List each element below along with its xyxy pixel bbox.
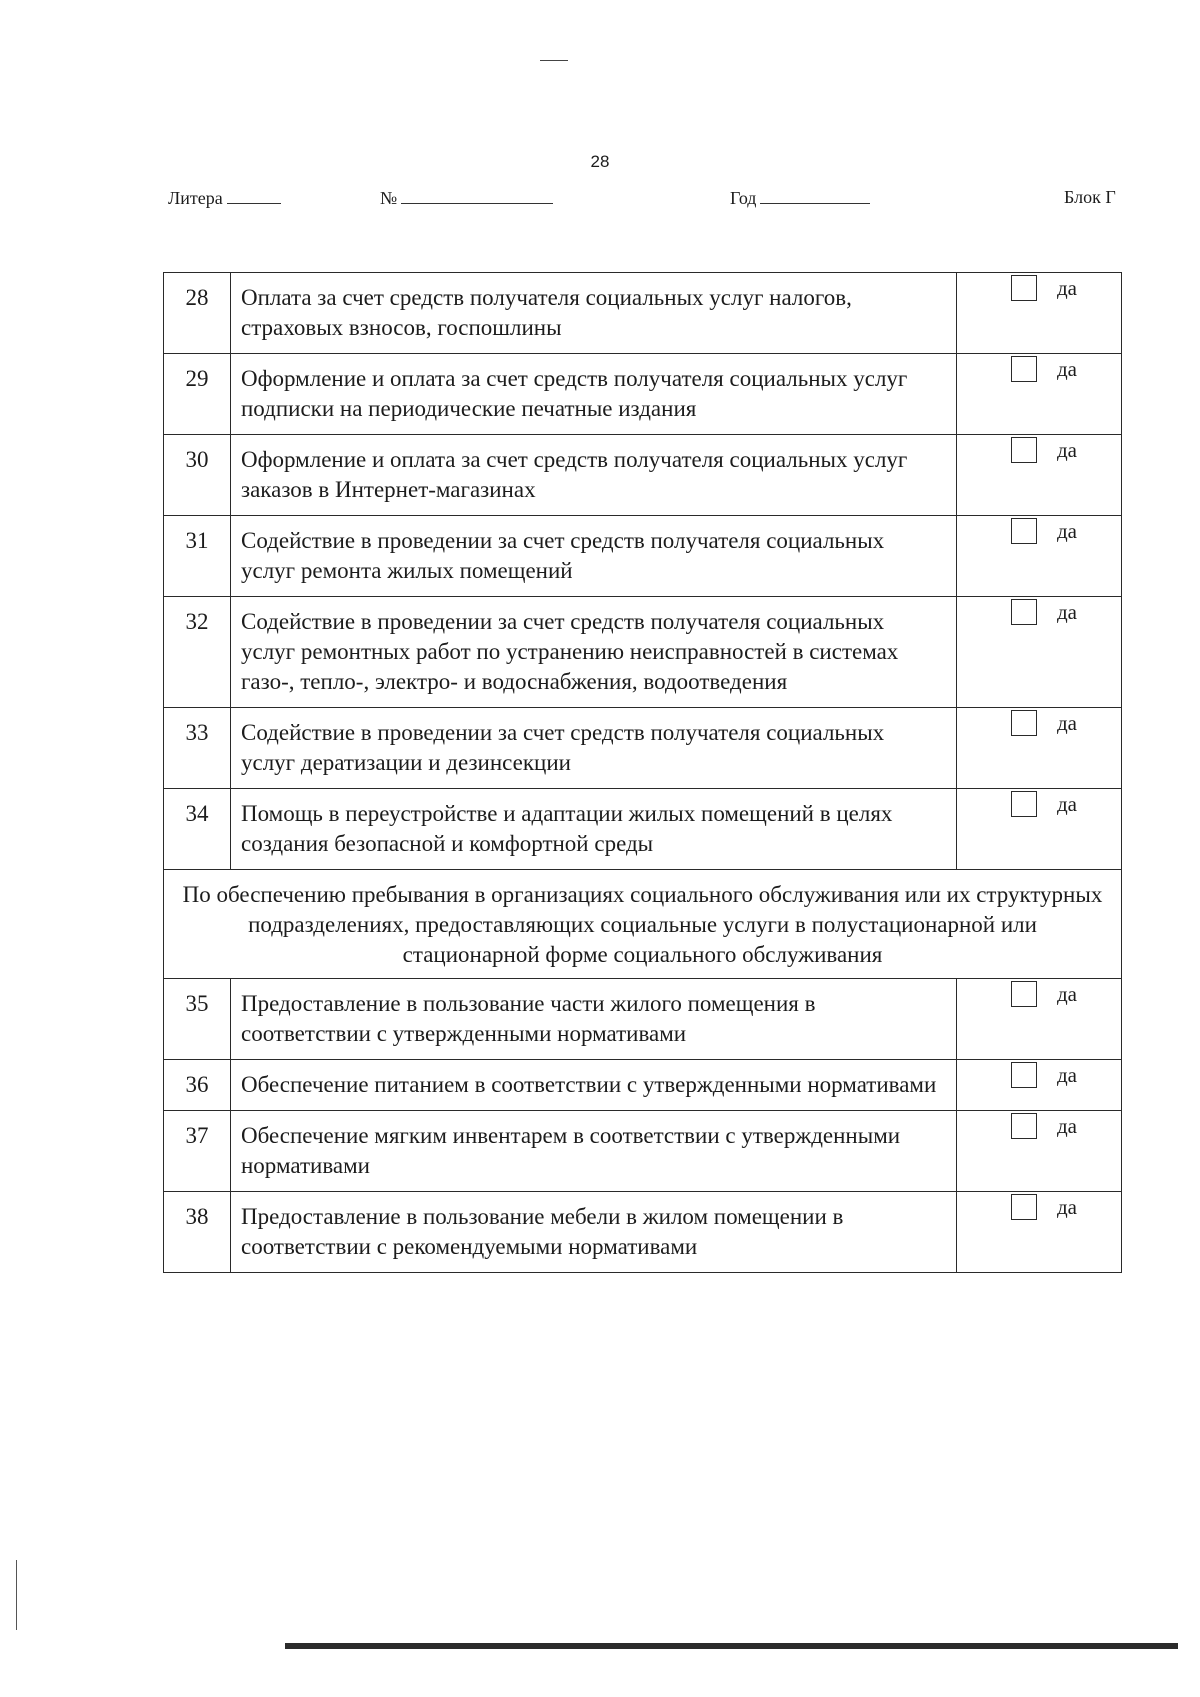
yes-checkbox[interactable]	[1011, 599, 1037, 625]
table-row	[164, 979, 1122, 1060]
number-label: №	[380, 188, 398, 208]
yes-checkbox[interactable]	[1011, 1113, 1037, 1139]
row-number: 31	[164, 516, 231, 597]
row-check-cell	[957, 516, 1122, 597]
row-check-cell	[957, 1192, 1122, 1273]
row-check-cell	[957, 1060, 1122, 1111]
row-number: 34	[164, 789, 231, 870]
table-row	[164, 516, 1122, 597]
row-number: 36	[164, 1060, 231, 1111]
year-field	[730, 187, 870, 209]
page-number: 28	[590, 152, 610, 171]
row-check-cell	[957, 435, 1122, 516]
row-service-text: Оплата за счет средств получателя социальных услуг налогов, страховых взносов, госпошлины	[231, 273, 957, 354]
row-check-cell	[957, 354, 1122, 435]
yes-label: да	[1056, 357, 1077, 381]
litera-field	[168, 187, 281, 209]
row-service-text: Обеспечение мягким инвентарем в соответствии с утвержденными нормативами	[231, 1111, 957, 1192]
table-row	[164, 597, 1122, 708]
row-check-cell	[957, 1111, 1122, 1192]
services-table	[163, 272, 1122, 1273]
yes-checkbox[interactable]	[1011, 981, 1037, 1007]
row-check-cell	[957, 979, 1122, 1060]
row-check-cell	[957, 597, 1122, 708]
yes-label: да	[1056, 276, 1077, 300]
table-row	[164, 1111, 1122, 1192]
row-check-cell	[957, 789, 1122, 870]
litera-label: Литера	[168, 188, 223, 208]
yes-checkbox[interactable]	[1011, 1194, 1037, 1220]
yes-label: да	[1056, 1114, 1077, 1138]
row-service-text: Помощь в переустройстве и адаптации жилых помещений в целях создания безопасной и комфортной среды	[231, 789, 957, 870]
margin-mark	[16, 1560, 17, 1630]
row-check-cell	[957, 708, 1122, 789]
row-number: 32	[164, 597, 231, 708]
table-row	[164, 354, 1122, 435]
row-number: 38	[164, 1192, 231, 1273]
table-row	[164, 789, 1122, 870]
yes-checkbox[interactable]	[1011, 437, 1037, 463]
top-dash-mark	[540, 60, 568, 61]
bottom-rule	[285, 1643, 1178, 1649]
yes-label: да	[1056, 982, 1077, 1006]
yes-label: да	[1056, 1063, 1077, 1087]
section-title: По обеспечению пребывания в организациях социального обслуживания или их структурных подразделениях, предоставляющих социальные услуги в полустационарной или стационарной форме социального обслуживания	[164, 870, 1122, 979]
table-row	[164, 435, 1122, 516]
yes-label: да	[1056, 711, 1077, 735]
row-service-text: Содействие в проведении за счет средств получателя социальных услуг ремонтных работ по устранению неисправностей в системах газо-, тепло-, электро- и водоснабжения, водоотведения	[231, 597, 957, 708]
row-service-text: Обеспечение питанием в соответствии с утвержденными нормативами	[231, 1060, 957, 1111]
row-number: 37	[164, 1111, 231, 1192]
number-field	[380, 187, 553, 209]
yes-checkbox[interactable]	[1011, 356, 1037, 382]
table-row	[164, 1060, 1122, 1111]
row-service-text: Предоставление в пользование мебели в жилом помещении в соответствии с рекомендуемыми нормативами	[231, 1192, 957, 1273]
yes-checkbox[interactable]	[1011, 791, 1037, 817]
row-service-text: Содействие в проведении за счет средств получателя социальных услуг ремонта жилых помещений	[231, 516, 957, 597]
number-blank	[401, 187, 553, 204]
year-label: Год	[730, 188, 757, 208]
section-row	[164, 870, 1122, 979]
row-number: 28	[164, 273, 231, 354]
row-service-text: Оформление и оплата за счет средств получателя социальных услуг подписки на периодические печатные издания	[231, 354, 957, 435]
row-number: 33	[164, 708, 231, 789]
yes-checkbox[interactable]	[1011, 275, 1037, 301]
yes-checkbox[interactable]	[1011, 710, 1037, 736]
row-check-cell	[957, 273, 1122, 354]
yes-label: да	[1056, 1195, 1077, 1219]
yes-label: да	[1056, 792, 1077, 816]
block-label: Блок Г	[1064, 187, 1116, 207]
row-service-text: Содействие в проведении за счет средств получателя социальных услуг дератизации и дезинсекции	[231, 708, 957, 789]
yes-label: да	[1056, 438, 1077, 462]
table-row	[164, 1192, 1122, 1273]
yes-label: да	[1056, 519, 1077, 543]
yes-checkbox[interactable]	[1011, 518, 1037, 544]
yes-checkbox[interactable]	[1011, 1062, 1037, 1088]
row-service-text: Оформление и оплата за счет средств получателя социальных услуг заказов в Интернет-магазинах	[231, 435, 957, 516]
litera-blank	[227, 187, 281, 204]
table-row	[164, 273, 1122, 354]
row-service-text: Предоставление в пользование части жилого помещения в соответствии с утвержденными нормативами	[231, 979, 957, 1060]
row-number: 29	[164, 354, 231, 435]
row-number: 35	[164, 979, 231, 1060]
yes-label: да	[1056, 600, 1077, 624]
table-row	[164, 708, 1122, 789]
row-number: 30	[164, 435, 231, 516]
year-blank	[760, 187, 870, 204]
services-table-body	[164, 273, 1122, 1273]
